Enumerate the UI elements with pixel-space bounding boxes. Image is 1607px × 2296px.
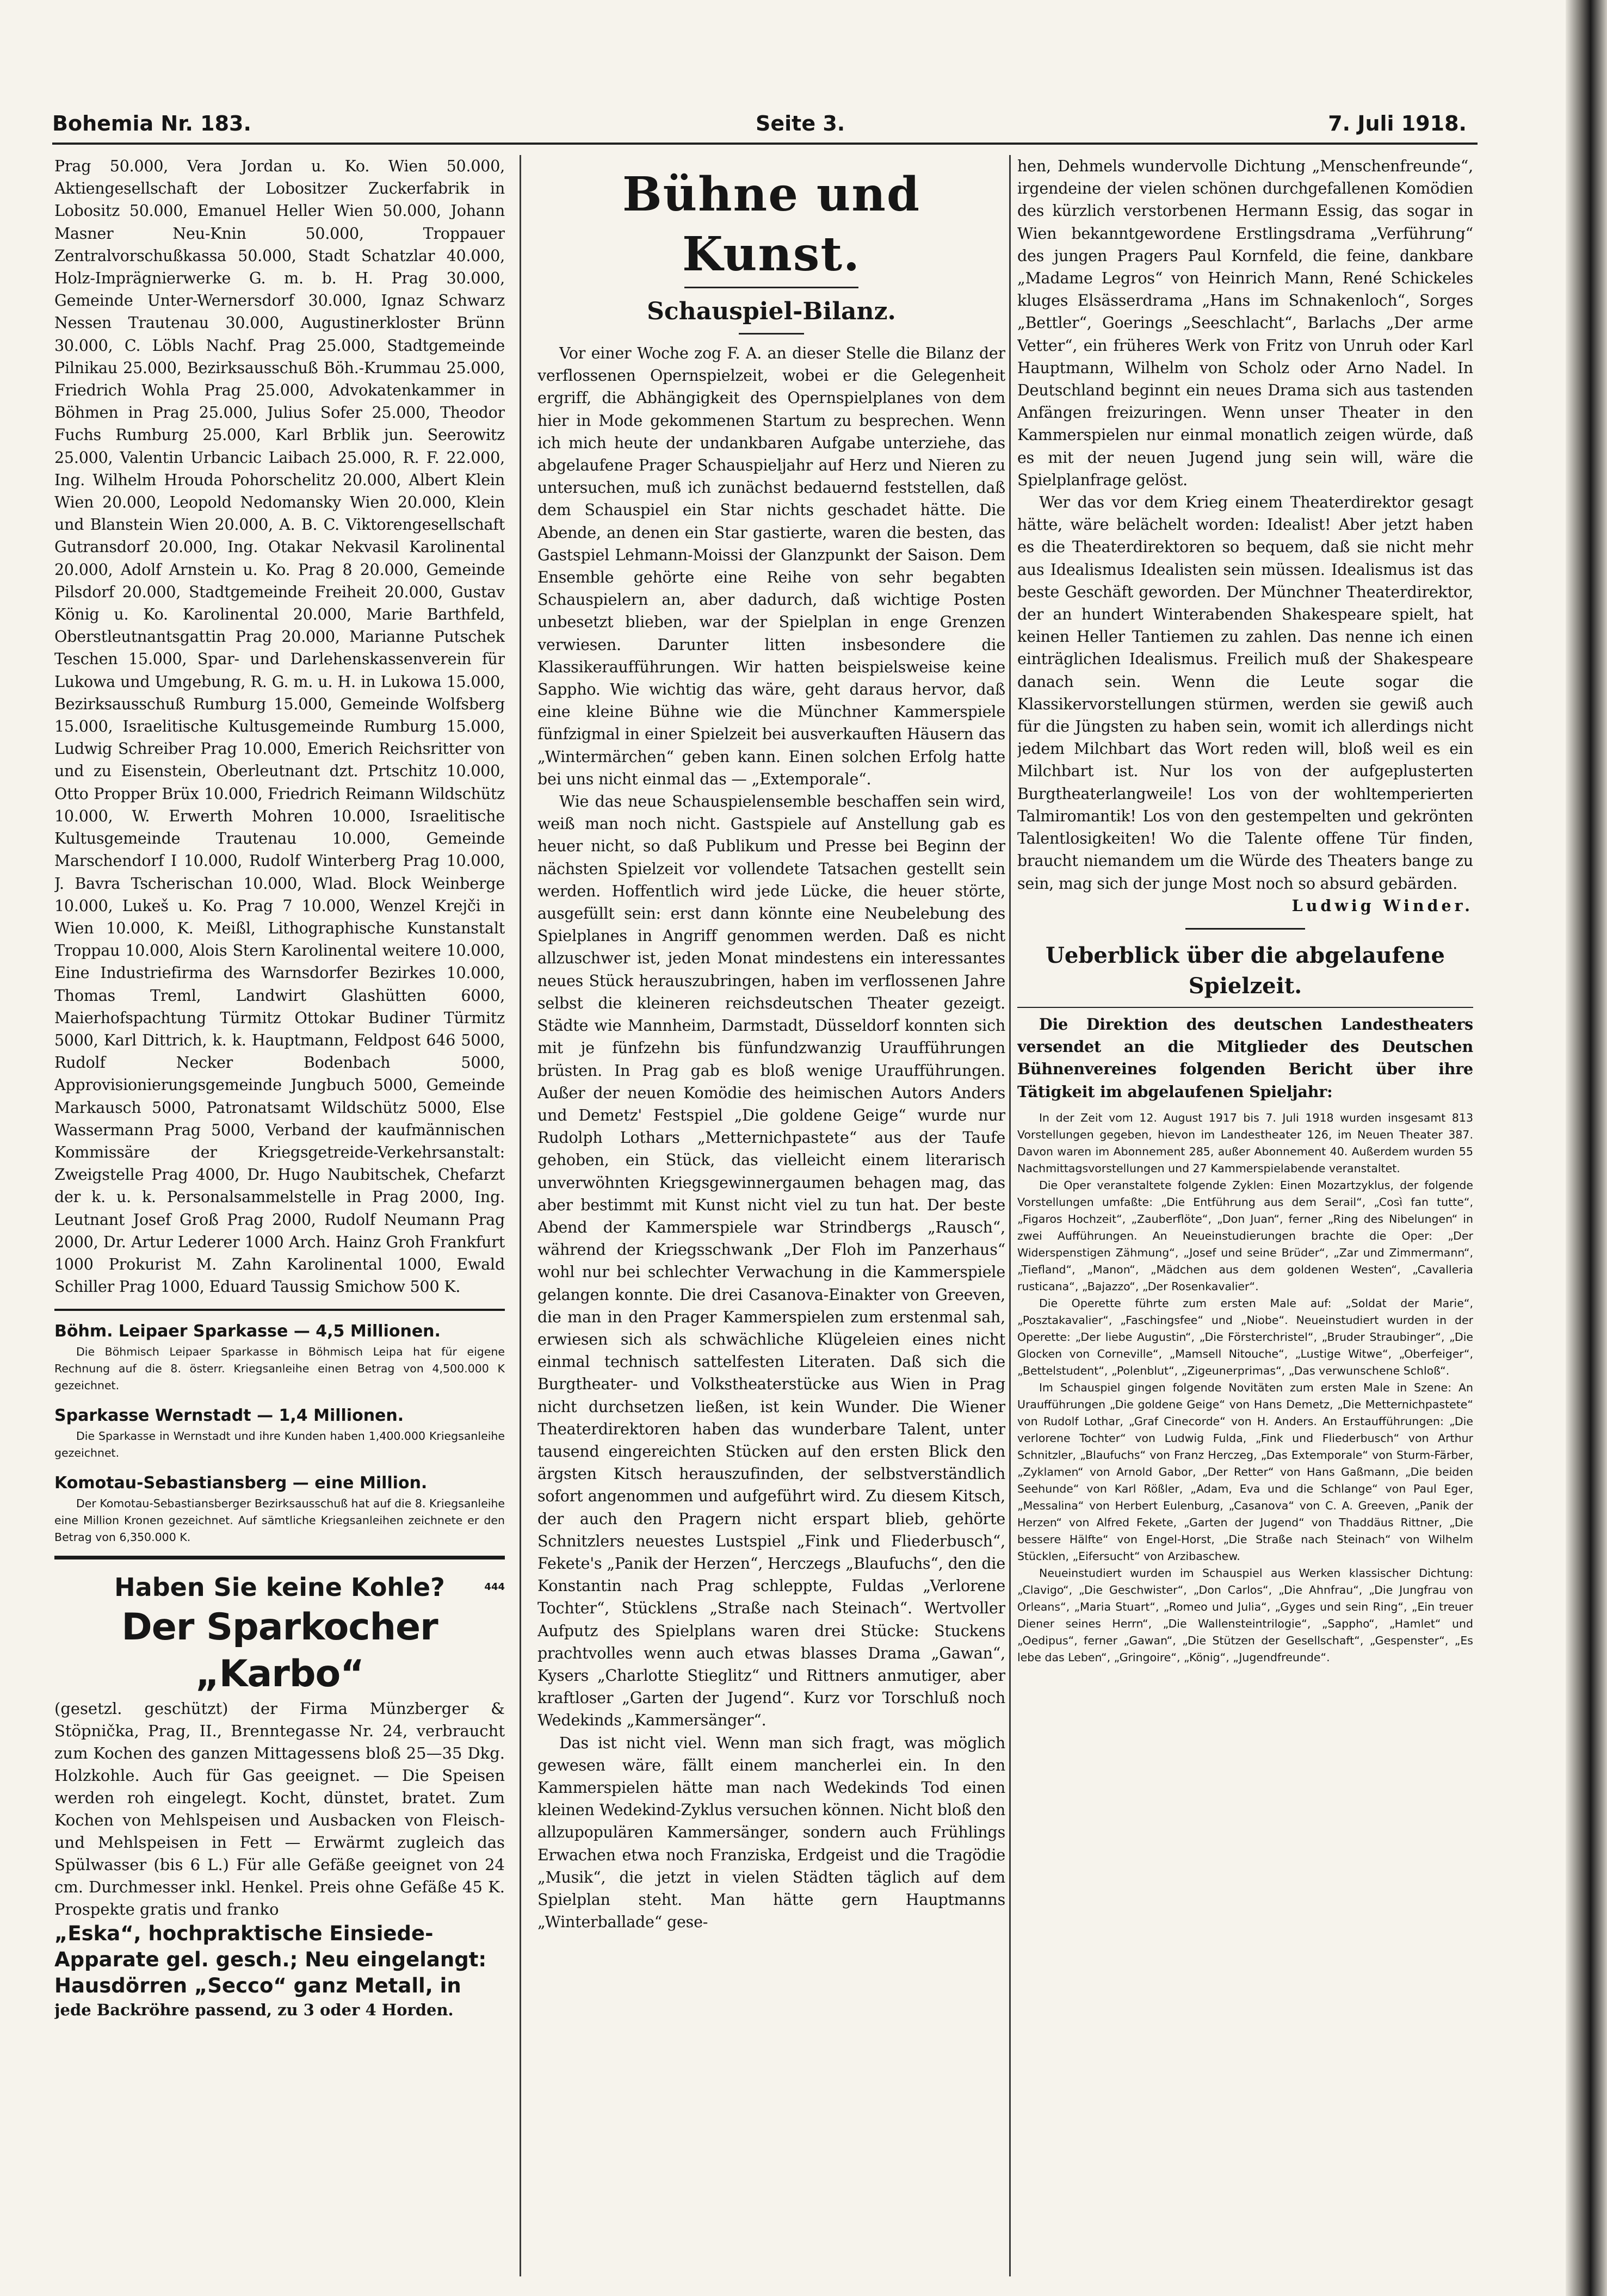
header-rule <box>52 143 1478 145</box>
running-head <box>52 112 1467 144</box>
section-title: Bühne und Kunst. <box>622 167 921 282</box>
article-paragraph: Vor einer Woche zog F. A. an dieser Stelle die Bilanz der verflossenen Opernspielzeit, wobei er die Gelegenheit ergriff, die Abhängigkeit des Opernspielplanes von dem hier in Mode gekommenen Startum zu besprechen. Wenn ich mich heute der undankbaren Aufgabe unterziehe, das abgelaufene Prager Schauspieljahr auf Herz und Nieren zu untersuchen, muß ich zunächst bedauernd feststellen, daß dem Schauspiel ein Star nichts geschadet hätte. Die Abende, an denen ein Star gastierte, waren die besten, das Gastspiel Lehmann-Moissi der Glanzpunkt der Saison. Dem Ensemble gehörte eine Reihe von sehr begabten Schauspielern an, aber dadurch, daß wichtige Posten unbesetzt blieben, war der Spielplan in enge Grenzen verwiesen. Darunter litten insbesondere die Klassikeraufführungen. Wir hatten beispielsweise keine Sappho. Wie wichtig das wäre, geht daraus hervor, daß eine kleine Bühne wie die Münchner Kammerspiele fünfzigmal in einer Spielzeit bei ausverkauften Häusern das „Wintermärchen“ geben kann. Einen solchen Erfolg hatte bei uns nicht einmal das — „Extemporale“. <box>537 344 1005 788</box>
donation-list: Prag 50.000, Vera Jordan u. Ko. Wien 50.000, Aktiengesellschaft der Lobositzer Zuckerfabrik in Lobositz 50.000, Emanuel Heller Wien 50.000, Johann Masner Neu-Knin 50.000, Troppauer Zentralvorschußkassa 50.000, Stadt Schatzlar 40.000, Holz-Imprägnierwerke G. m. b. H. Prag 30.000, Gemeinde Unter-Wernersdorf 30.000, Ignaz Schwarz Nessen Trautenau 30.000, Augustinerkloster Brünn 30.000, C. Löbls Nachf. Prag 25.000, Stadtgemeinde Pilnikau 25.000, Bezirksausschuß Böh.-Krummau 25.000, Friedrich Wohla Prag 25.000, Advokatenkammer in Böhmen in Prag 25.000, Julius Sofer 25.000, Theodor Fuchs Rumburg 25.000, Karl Brblik jun. Seerowitz 25.000, Valentin Urbancic Laibach 25.000, R. F. 22.000, Ing. Wilhelm Hrouda Pohorschelitz 20.000, Albert Klein Wien 20.000, Leopold Nedomansky Wien 20.000, Klein und Blanstein Wien 20.000, A. B. C. Viktorengesellschaft Gutransdorf 20.000, Ing. Otakar Nekvasil Karolinental 20.000, Adolf Arnstein u. Ko. Prag 8 20.000, Gemeinde Pilsdorf 20.000, Stadtgemeinde Freiheit 20.000, Gustav König u. Ko. Karolinental 20.000, Marie Barthfeld, Oberstleutnantsgattin Prag 20.000, Marianne Putschek Teschen 15.000, Spar- und Darlehenskassenverein für Lukowa und Umgebung, R. G. m. u. H. in Lukowa 15.000, Bezirksausschuß Rumburg 15.000, Gemeinde Wolfsberg 15.000, Israelitische Kultusgemeinde Rumburg 15.000, Ludwig Schreiber Prag 10.000, Emerich Reichsritter von und zu Eisenstein, Oberleutnant dzt. Prtschitz 10.000, Otto Propper Brüx 10.000, Friedrich Reimann Wildschütz 10.000, W. Erwerth Mohren 10.000, Israelitische Kultusgemeinde Trautenau 10.000, Gemeinde Marschendorf I 10.000, Rudolf Winterberg Prag 10.000, J. Bavra Tscherischan 10.000, Wlad. Block Weinberge 10.000, Lukeš u. Ko. Prag 7 10.000, Wenzel Krejči in Wien 10.000, K. Meißl, Lithographische Kunstanstalt Troppau 10.000, Alois Stern Karolinental weitere 10.000, Eine Industriefirma des Warnsdorfer Bezirkes 10.000, Thomas Treml, Landwirt Glashütten 6000, Maierhofspachtung Türmitz Ottokar Budiner Türmitz 5000, Karl Dittrich, k. k. Hauptmann, Feldpost 646 5000, Rudolf Necker Bodenbach 5000, Approvisionierungsgemeinde Jungbuch 5000, Gemeinde Markausch 5000, Patronatsamt Wildschütz 5000, Else Wassermann Prag 5000, Verband der kaufmännischen Kommissäre der Kriegsgetreide-Verkehrsanstalt: Zweigstelle Prag 4000, Dr. Hugo Naubitschek, Chefarzt der k. u. k. Personalsammelstelle in Prag 2000, Ing. Leutnant Josef Groß Prag 2000, Rudolf Neumann Prag 2000, Dr. Artur Lederer 1000 Arch. Hainz Groh Frankfurt 1000 Prokurist M. Zahn Karolinental 1000, Ewald Schiller Prag 1000, Eduard Taussig Smichow 500 K. <box>54 157 505 1296</box>
ad-line: „Eska“, hochpraktische Einsiede- <box>54 1922 434 1946</box>
section-rule <box>54 1309 505 1311</box>
report-paragraph: Die Oper veranstaltete folgende Zyklen: Einen Mozartzyklus, der folgende Vorstellungen umfaßte: „Die Entführung aus dem Serail“, „Così fan tutte“, „Figaros Hochzeit“, „Zauberflöte“, „Don Juan“, ferner „Ring des Nibelungen“ in zwei Aufführungen. An Neueinstudierungen brachte die Oper: „Der Widerspenstigen Zähmung“, „Josef und seine Brüder“, „Zar und Zimmermann“, „Tiefland“, „Manon“, „Mädchen aus dem goldenen Westen“, „Cavalleria rusticana“, „Bajazzo“, „Der Rosenkavalier“. <box>1017 1178 1473 1293</box>
notice-text: Der Komotau-Sebastiansberger Bezirksausschuß hat auf die 8. Kriegsanleihe eine Million Kronen gezeichnet. Auf sämtliche Kriegsanleihen zeichnete er den Betrag von 6,350.000 K. <box>54 1497 505 1544</box>
ad-line: Hausdörren „Secco“ ganz Metall, in <box>54 1974 461 1998</box>
article-title: Schauspiel-Bilanz. <box>647 298 896 325</box>
column-divider <box>1009 155 1011 2276</box>
ad-line: Apparate gel. gesch.; Neu eingelangt: <box>54 1948 487 1972</box>
column-left <box>54 155 505 2287</box>
notice-text: Die Böhmisch Leipaer Sparkasse in Böhmisch Leipa hat für eigene Rechnung auf die 8. österr. Kriegsanleihe einen Betrag von 4,500.000 K gezeichnet. <box>54 1345 505 1393</box>
page-edge-shadow <box>1566 0 1607 2296</box>
advertisement-rule <box>54 1556 505 1559</box>
title-rule <box>739 333 804 335</box>
report-paragraph: Im Schauspiel gingen folgende Novitäten zum ersten Male in Szene: An Uraufführungen „Die goldene Geige“ von Hans Demetz, „Die Metternichpastete“ von Rudolf Lothar, „Graf Cinecorde“ von H. Anders. An Erstaufführungen: „Die verlorene Tochter“ von Ludwig Fulda, „Fink und Fliederbusch“ von Arthur Schnitzler, „Blaufuchs“ von Franz Herczeg, „Das Extemporale“ von Sturm-Färber, „Zyklamen“ von Arnold Gabor, „Der Retter“ von Hans Gaßmann, „Die beiden Seehunde“ von Karl Rößler, „Adam, Eva und die Schlange“ von Paul Eger, „Messalina“ von Herbert Eulenburg, „Casanova“ von C. A. Greeven, „Panik der Herzen“ von Alfred Fekete, „Garten der Jugend“ von Thaddäus Rittner, „Die bessere Hälfte“ von Engel-Horst, „Die Straße nach Steinach“ von Wilhelm Stücklen, „Eifersucht“ von Arzibaschew. <box>1017 1381 1473 1563</box>
notice-amount: — 4,5 Millionen. <box>293 1322 441 1341</box>
report-paragraph: Neueinstudiert wurden im Schauspiel aus Werken klassischer Dichtung: „Clavigo“, „Die Geschwister“, „Don Carlos“, „Die Ahnfrau“, „Die Jungfrau von Orleans“, „Maria Stuart“, „Romeo und Julia“, „Gyges und sein Ring“, „Ein treuer Diener seines Herrn“, „Die Wallensteintrilogie“, „Sappho“, „Hamlet“ und „Oedipus“, ferner „Gawan“, „Die Stützen der Gesellschaft“, „Gespenster“, „Es lebe das Leben“, „Gringoire“, „König“, „Jugendfreunde“. <box>1017 1566 1473 1664</box>
article-paragraph: Das ist nicht viel. Wenn man sich fragt, was möglich gewesen wäre, fällt einem mancherlei ein. In den Kammerspielen hätte man nach Wedekinds Tod einen kleinen Wedekind-Zyklus versuchen können. Nicht bloß den allzupopulären Kammersänger, sondern auch Frühlings Erwachen etwa noch Franziska, Erdgeist und die Tragödie „Musik“, die jetzt in vielen Städten täglich auf dem Spielplan steht. Man hätte gern Hauptmanns „Winterballade“ gese- <box>537 1734 1005 1932</box>
notice-title: Sparkasse Wernstadt <box>54 1406 251 1426</box>
report-title: Ueberblick über die abgelaufene Spielzeit. <box>1046 942 1445 999</box>
ad-line: jede Backröhre passend, zu 3 oder 4 Horden. <box>54 2001 454 2020</box>
column-divider <box>520 155 521 2276</box>
advertisement <box>54 1570 505 2021</box>
column-right <box>1017 155 1473 2287</box>
notice-amount: — eine Million. <box>292 1474 428 1493</box>
ad-question: Haben Sie keine Kohle? <box>114 1573 445 1602</box>
report-paragraph: Die Operette führte zum ersten Male auf: „Soldat der Marie“, „Posztakavalier“, „Faschingsfee“ und „Niobe“. Neueinstudiert wurden in der Operette: „Der liebe Augustin“, „Die Försterchristel“, „Bruder Straubinger“, „Die Glocken von Corneville“, „Mamsell Nitouche“, „Lustige Witwe“, „Oberfeiger“, „Bettelstudent“, „Polenblut“, „Zigeunerprimas“, „Das verwunschene Schloß“. <box>1017 1296 1473 1377</box>
report-intro: Die Direktion des deutschen Landestheaters versendet an die Mitglieder des Deutschen Bühnenvereines folgenden Bericht über ihre Tätigkeit im abgelaufenen Spieljahr: <box>1017 1014 1473 1101</box>
ad-number: 444 <box>484 1581 505 1593</box>
notice-text: Die Sparkasse in Wernstadt und ihre Kunden haben 1,400.000 Kriegsanleihe gezeichnet. <box>54 1429 505 1460</box>
section-rule <box>1185 928 1305 930</box>
column-middle <box>537 155 1005 2287</box>
article-paragraph: hen, Dehmels wundervolle Dichtung „Menschenfreunde“, irgendeine der vielen schönen durchgefallenen Komödien des kürzlich verstorbenen Hermann Essig, das sogar in Wien bekanntgewordene Erstlingsdrama „Verführung“ des jungen Pragers Paul Kornfeld, die feine, dankbare „Madame Legros“ von Heinrich Mann, René Schickeles kluges Elsässerdrama „Hans im Schnakenloch“, Sorges „Bettler“, Goerings „Seeschlacht“, Barlachs „Der arme Vetter“, ein früheres Werk von Fritz von Unruh oder Karl Hauptmann, Wilhelm von Scholz oder Arno Nadel. In Deutschland beginnt ein neues Drama sich aus tastenden Anfängen freizuringen. Wenn unser Theater in den Kammerspielen nur einmal monatlich zeigen würde, daß es mit der neuen Jugend jung sein will, wäre die Spielplanfrage gelöst. <box>1017 157 1473 489</box>
ad-text: (gesetzl. geschützt) der Firma Münzberger & Stöpnička, Prag, II., Brenntegasse Nr. 24, verbraucht zum Kochen des ganzen Mittagessens bloß 25—35 Dkg. Holzkohle. Auch für Gas geeignet. — Die Speisen werden roh eingelegt. Kocht, dünstet, bratet. Zum Kochen von Mehlspeisen und Ausbacken von Fleisch- und Mehlspeisen in Fett — Erwärmt zugleich das Spülwasser (bis 6 L.) Für alle Gefäße geeignet von 24 cm. Durchmesser inkl. Henkel. Preis ohne Gefäße 45 K. Prospekte gratis und franko <box>54 1699 505 1919</box>
notice-amount: — 1,4 Millionen. <box>257 1406 404 1426</box>
notice <box>54 1320 505 1394</box>
masthead-issue: Bohemia Nr. 183. <box>52 112 251 135</box>
article-paragraph: Wer das vor dem Krieg einem Theaterdirektor gesagt hätte, wäre belächelt worden: Idealist! Aber jetzt haben es die Theaterdirektoren so bequem, daß sie nicht mehr aus Idealismus Idealisten sein müssen. Idealismus ist das beste Geschäft geworden. Der Münchner Theaterdirektor, der an hundert Winterabenden Shakespeare spielt, hat keinen Heller Tantiemen zu zahlen. Das nenne ich einen einträglichen Idealismus. Freilich muß der Shakespeare danach sein. Wenn die Leute sogar die Klassikervorstellungen stürmen, werden sie gewiß auch für die Jüngsten zu haben sein, womit ich allerdings nicht jedem Milchbart das Wort reden will, bloß weil es ein Milchbart ist. Nur los von der aufgeplusterten Burgtheaterlangweile! Los von der wohltemperierten Talmiromantik! Los von den gestempelten und gekrönten Talentlosigkeiten! Wo die Talente offene Tür finden, braucht niemandem um die Würde des Theaters bange zu sein, mag sich der junge Most noch so absurd gebärden. <box>1017 493 1473 893</box>
notice <box>54 1404 505 1462</box>
title-rule <box>1017 1007 1473 1008</box>
article-paragraph: Wie das neue Schauspielensemble beschaffen sein wird, weiß man noch nicht. Gastspiele auf Anstellung gab es heuer nicht, so daß Publikum und Presse bei Beginn der nächsten Spielzeit vor vollendete Tatsachen gestellt sein werden. Hoffentlich wird jede Lücke, die heuer störte, ausgefüllt sein: erst dann könnte eine Neubelebung des Spielplanes in Angriff genommen werden. Daß es nicht allzuschwer ist, jeden Monat mindestens ein interessantes neues Stück herauszubringen, haben im verflossenen Jahre selbst die kleineren reichsdeutschen Theater gezeigt. Städte wie Mannheim, Darmstadt, Düsseldorf konnten sich mit je fünfzehn bis fünfundzwanzig Uraufführungen brüsten. In Prag gab es bloß wenige Uraufführungen. Außer der neuen Komödie des heimischen Autors Anders und Demetz' Festspiel „Die goldene Geige“ wurde nur Rudolph Lothars „Metternichpastete“ aus der Taufe gehoben, ein Stück, das vielleicht einem literarisch unverwöhnten Kriegsgewinnergaumen behagen mag, das aber bestimmt mit Kunst nicht viel zu tun hat. Der beste Abend der Kammerspiele war Strindbergs „Rausch“, während der Kriegsschwank „Der Floh im Panzerhaus“ wohl nur bei schlechter Verwachung in die Kammerspiele gelangen konnte. Die drei Casanova-Einakter von Greeven, die man in den Prager Kammerspielen zum erstenmal sah, erwiesen sich als schwächliche Klügeleien eines nicht einmal technisch sattelfesten Literaten. Daß sich die Burgtheater- und Volkstheaterstücke aus Wien in Prag nicht durchsetzen ließen, ist kein Wunder. Die Wiener Theaterdirektoren haben das wunderbare Talent, unter tausend eingereichten Stücken auf den ersten Blick den ärgsten Kitsch herauszufinden, der selbstverständlich sofort angenommen und aufgeführt wird. Zu diesem Kitsch, der auch den Pragern nicht erspart blieb, gehörte Schnitzlers neuestes Lustspiel „Fink und Fliederbusch“, Fekete's „Panik der Herzen“, Herczegs „Blaufuchs“, den die Konstantin nach Prag schleppte, Fuldas „Verlorene Tochter“, Stücklens „Straße nach Steinach“. Wertvoller Aufputz des Spielplans waren drei Stücke: Stuckens prachtvolles wenn auch etwas blasses Drama „Gawan“, Kysers „Charlotte Stieglitz“ und Rittners anmutiger, aber kraftloser „Garten der Jugend“. Kurz vor Torschluß noch Wedekinds „Kammersänger“. <box>537 793 1005 1730</box>
ad-headline: Der Sparkocher „Karbo“ <box>121 1606 438 1696</box>
title-rule <box>684 287 858 288</box>
author-signature: Ludwig Winder. <box>1291 896 1473 915</box>
notice-title: Komotau-Sebastiansberg <box>54 1474 287 1493</box>
report-paragraph: In der Zeit vom 12. August 1917 bis 7. Juli 1918 wurden insgesamt 813 Vorstellungen gegeben, hievon im Landestheater 126, im Neuen Theater 387. Davon waren im Abonnement 285, außer Abonnement 40. Außerdem wurden 55 Nachmittagsvorstellungen und 27 Kammerspielabende veranstaltet. <box>1017 1111 1473 1175</box>
issue-date: 7. Juli 1918. <box>1328 112 1467 135</box>
page-number: Seite 3. <box>756 112 845 135</box>
notice <box>54 1471 505 1546</box>
notice-title: Böhm. Leipaer Sparkasse <box>54 1322 288 1341</box>
